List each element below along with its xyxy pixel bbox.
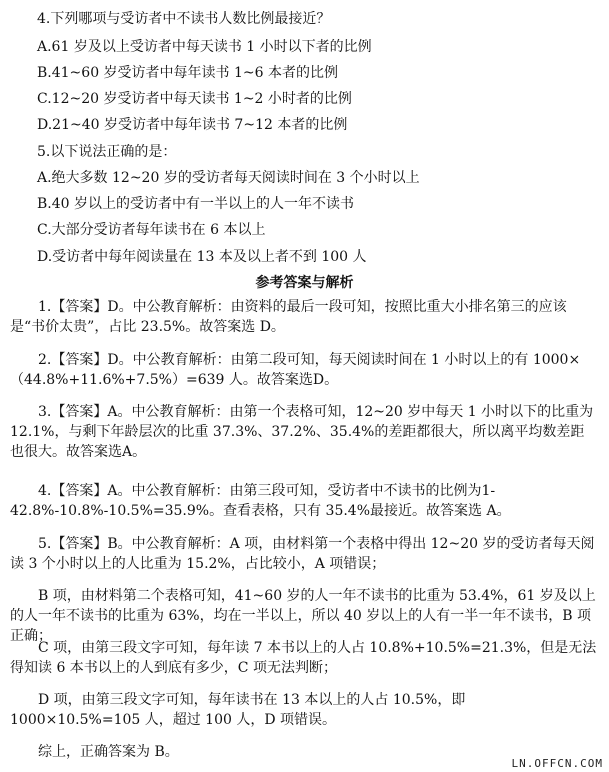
- answer-4: 4.【答案】A。中公教育解析：由第三段可知，受访者中不读书的比例为1-42.8%-10.8%-10.5%=35.9%。查看表格，只有 35.4%最接近。故答案选 A。: [10, 483, 511, 519]
- question-5-option-a: A.绝大多数 12~20 岁的受访者每天阅读时间在 3 个小时以上: [37, 170, 420, 186]
- answer-5-option-b: B 项，由材料第二个表格可知，41~60 岁的人一年不读书的比重为 53.4%，61 岁及以上的人一年不读书的比重为 63%，均在一半以上，所以 40 岁以上的人有一半一年不读书，B 项正确；: [10, 588, 596, 644]
- answers-title: 参考答案与解析: [255, 275, 354, 291]
- question-5-option-b: B.40 岁以上的受访者中有一半以上的人一年不读书: [37, 196, 355, 212]
- answer-5-option-c: C 项，由第三段文字可知，每年读 7 本书以上的人占 10.8%+10.5%=21.3%，但是无法得知读 6 本书以上的人到底有多少，C 项无法判断；: [10, 640, 597, 676]
- question-5-option-c: C.大部分受访者每年读书在 6 本以上: [37, 222, 266, 238]
- answer-5-intro: 5.【答案】B。中公教育解析：A 项，由材料第一个表格中得出 12~20 岁的受访者每天阅读 3 个小时以上的人比重为 15.2%，占比较小，A 项错误；: [10, 536, 595, 572]
- question-4-option-b: B.41~60 岁受访者中每年读书 1~6 本者的比例: [37, 65, 338, 81]
- answer-conclusion: 综上，正确答案为 B。: [38, 744, 179, 760]
- question-4-stem: 4.下列哪项与受访者中不读书人数比例最接近？: [37, 11, 331, 27]
- answer-1: 1.【答案】D。中公教育解析：由资料的最后一段可知，按照比重大小排名第三的应该是“书价太贵”，占比 23.5%。故答案选 D。: [10, 299, 567, 335]
- answer-5-option-d: D 项，由第三段文字可知，每年读书在 13 本以上的人占 10.5%，即 1000×10.5%=105 人，超过 100 人，D 项错误。: [10, 692, 466, 728]
- question-4-option-a: A.61 岁及以上受访者中每天读书 1 小时以下者的比例: [37, 39, 372, 55]
- answer-2: 2.【答案】D。中公教育解析：由第二段可知，每天阅读时间在 1 小时以上的有 1000×（44.8%+11.6%+7.5%）=639 人。故答案选D。: [10, 352, 581, 388]
- question-5-stem: 5.以下说法正确的是：: [37, 144, 177, 160]
- answer-3: 3.【答案】A。中公教育解析：由第一个表格可知，12~20 岁中每天 1 小时以下的比重为 12.1%，与剩下年龄层次的比重 37.3%、37.2%、35.4%的差距都很大，所以离平均数差距也很大。故答案选A。: [10, 404, 594, 460]
- question-4-option-d: D.21~40 岁受访者中每年读书 7~12 本者的比例: [37, 117, 348, 133]
- question-4-option-c: C.12~20 岁受访者中每天读书 1~2 小时者的比例: [37, 91, 352, 107]
- watermark: LN.OFFCN.COM: [511, 757, 603, 770]
- question-5-option-d: D.受访者中每年阅读量在 13 本及以上者不到 100 人: [37, 249, 367, 265]
